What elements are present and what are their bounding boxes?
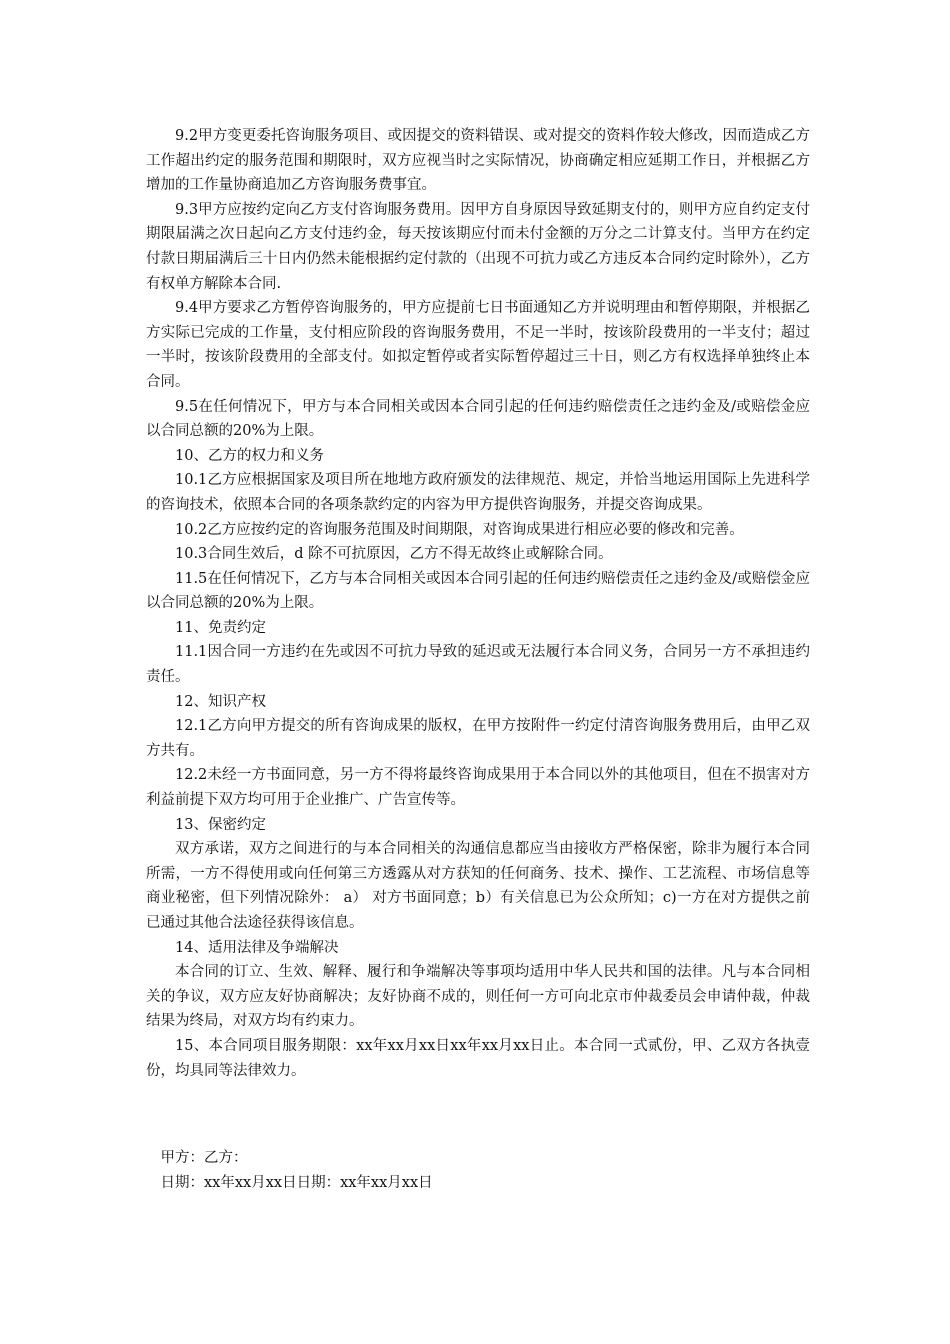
clause-9-5: 9.5在任何情况下，甲方与本合同相关或因本合同引起的任何违约赔偿责任之违约金及/或赔偿金应以合同总额的20%为上限。 — [146, 398, 810, 440]
section-14-heading: 14、适用法律及争端解决 — [175, 939, 339, 956]
section-12-heading: 12、知识产权 — [175, 693, 266, 710]
clause-12-1: 12.1乙方向甲方提交的所有咨询成果的版权，在甲方按附件一约定付清咨询服务费用后，由甲乙双方共有。 — [146, 718, 810, 759]
clause-11-1: 11.1因合同一方违约在先或因不可抗力导致的延迟或无法履行本合同义务，合同另一方不承担违约责任。 — [146, 644, 810, 686]
clause-10-2: 10.2乙方应按约定的咨询服务范围及时间期限，对咨询成果进行相应必要的修改和完善。 — [175, 521, 744, 538]
section-10-heading: 10、乙方的权力和义务 — [175, 447, 324, 464]
clause-10-1: 10.1乙方应根据国家及项目所在地地方政府颁发的法律规范、规定，并恰当地运用国际上先进科学的咨询技术，依照本合同的各项条款约定的内容为甲方提供咨询服务，并提交咨询成果。 — [146, 472, 810, 513]
clause-10-3: 10.3合同生效后，d 除不可抗原因，乙方不得无故终止或解除合同。 — [175, 546, 613, 563]
contract-body — [146, 124, 810, 1083]
clause-14-body: 本合同的订立、生效、解释、履行和争端解决等事项均适用中华人民共和国的法律。凡与本合同相关的争议，双方应友好协商解决；友好协商不成的，则任何一方可向北京市仲裁委员会申请仲裁，仲裁结果为终局，对双方均有约束力。 — [146, 964, 810, 1030]
signature-parties: 甲方：乙方： — [160, 1150, 248, 1166]
signature-dates: 日期：xx年xx月xx日日期：xx年xx月xx日 — [160, 1174, 433, 1191]
section-11-heading: 11、免责约定 — [175, 619, 266, 636]
signature-block — [146, 1146, 810, 1195]
clause-9-2: 9.2甲方变更委托咨询服务项目、或因提交的资料错误、或对提交的资料作较大修改，因而造成乙方工作超出约定的服务范围和期限时，双方应视当时之实际情况，协商确定相应延期工作日，并根据乙方增加的工作量协商追加乙方咨询服务费事宜。 — [146, 128, 810, 194]
clause-12-2: 12.2未经一方书面同意，另一方不得将最终咨询成果用于本合同以外的其他项目，但在不损害对方利益前提下双方均可用于企业推广、广告宣传等。 — [146, 767, 810, 809]
section-13-heading: 13、保密约定 — [175, 816, 266, 833]
clause-9-4: 9.4甲方要求乙方暂停咨询服务的，甲方应提前七日书面通知乙方并说明理由和暂停期限，并根据乙方实际已完成的工作量，支付相应阶段的咨询服务费用，不足一半时，按该阶段费用的一半支付；超过一半时，按该阶段费用的全部支付。如拟定暂停或者实际暂停超过三十日，则乙方有权选择单独终止本合同。 — [146, 300, 810, 390]
clause-9-3: 9.3甲方应按约定向乙方支付咨询服务费用。因甲方自身原因导致延期支付的，则甲方应自约定支付期限届满之次日起向乙方支付违约金，每天按该期应付而未付金额的万分之二计算支付。当甲方在约定付款日期届满后三十日内仍然未能根据约定付款的（出现不可抗力或乙方违反本合同约定时除外），乙方有权单方解除本合同. — [146, 201, 810, 292]
clause-13-body: 双方承诺，双方之间进行的与本合同相关的沟通信息都应当由接收方严格保密，除非为履行本合同所需，一方不得使用或向任何第三方透露从对方获知的任何商务、技术、操作、工艺流程、市场信息等商业秘密，但下列情况除外： a） 对方书面同意；b）有关信息已为公众所知；c)一方在对方提供之前已通过其他合法途径获得该信息。 — [146, 841, 810, 931]
clause-15: 15、本合同项目服务期限：xx年xx月xx日xx年xx月xx日止。本合同一式贰份，甲、乙双方各执壹份，均具同等法律效力。 — [146, 1037, 810, 1079]
clause-11-5: 11.5在任何情况下，乙方与本合同相关或因本合同引起的任何违约赔偿责任之违约金及/或赔偿金应以合同总额的20%为上限。 — [146, 570, 810, 612]
